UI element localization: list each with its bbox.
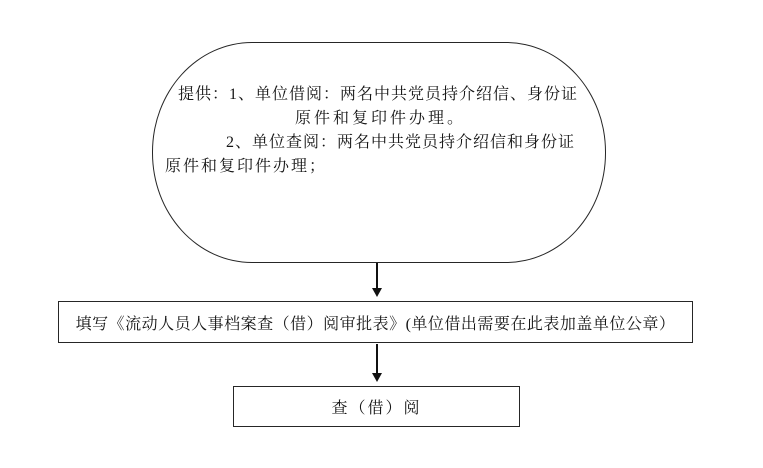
terminator-text-line-3: 2、单位查阅：两名中共党员持介绍信和身份证: [226, 134, 576, 151]
arrow-stem: [376, 263, 378, 288]
arrow-head: [372, 288, 382, 297]
terminator-text-line-1: 提供：1、单位借阅：两名中共党员持介绍信、身份证: [178, 86, 579, 103]
result-box-label: 查（借）阅: [331, 400, 422, 417]
arrow-stem: [376, 344, 378, 373]
terminator-shape: [152, 42, 606, 263]
down-arrow-icon-1: [372, 263, 382, 297]
process-box-label: 填写《流动人员人事档案查（借）阅审批表》(单位借出需要在此表加盖单位公章）: [75, 315, 676, 333]
arrow-head: [372, 373, 382, 382]
down-arrow-icon-2: [372, 344, 382, 382]
terminator-text-line-2: 原件和复印件办理。: [295, 110, 467, 127]
terminator-text-line-4: 原件和复印件办理；: [165, 158, 328, 175]
result-box: [233, 386, 520, 427]
process-box: [58, 301, 693, 343]
